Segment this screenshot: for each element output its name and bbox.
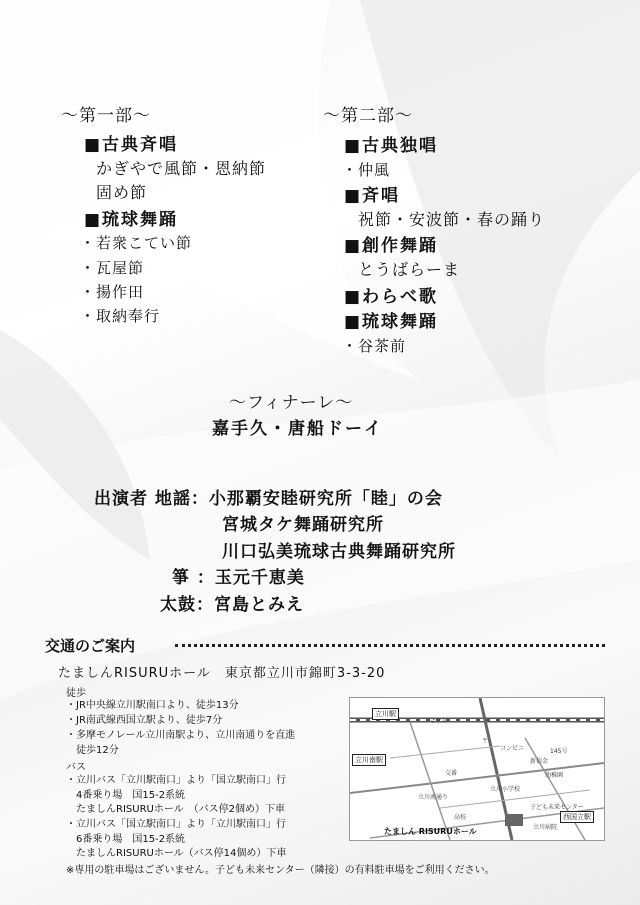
map-convenience: コンビニ <box>500 745 525 752</box>
map-post-office: 〒 <box>482 738 489 745</box>
access-map <box>349 697 605 841</box>
walk-line: ・JR中央線立川駅南口より、徒歩13分 <box>66 700 239 711</box>
map-venue-label: たましん RISURUホール <box>384 827 477 836</box>
bus-line: たましんRISURUホール （バス停2個め）下車 <box>66 804 285 815</box>
part2-line: ■斉唱 <box>344 186 401 206</box>
bus-line: ・立川バス「国立駅南口」より「立川駅南口」行 <box>66 819 286 830</box>
finale-body: 嘉手久・唐船ドーイ <box>212 419 383 439</box>
map-hotel: ホテル <box>430 718 448 725</box>
map-shinkin: 新信金 <box>530 758 549 765</box>
map-high-school: 高校 <box>454 814 467 821</box>
bus-line: 4番乗り場 国15-2系統 <box>66 790 186 801</box>
map-route-label: 145号 <box>550 748 568 755</box>
map-nishikunitachi-station: 西国立駅 <box>560 811 594 823</box>
access-title: 交通のご案内 <box>45 637 136 655</box>
part2-line: ■古典独唱 <box>344 136 439 156</box>
part2-line: ・谷茶前 <box>342 337 407 355</box>
map-police: 交番 <box>445 770 458 777</box>
map-kindergarten: 幼稚園 <box>545 772 564 779</box>
part2-line: ・仲風 <box>342 161 391 179</box>
part2-line: 祝節・安波節・春の踊り <box>358 210 546 229</box>
map-road-name: 立川南通り <box>418 794 449 801</box>
walk-line: ・JR南武線西国立駅より、徒歩7分 <box>66 715 223 726</box>
part1-classical-line: かぎやで風節・恩納節 <box>96 159 267 178</box>
part2-line: ■わらべ歌 <box>344 287 439 307</box>
part2-line: ■琉球舞踊 <box>344 312 439 332</box>
bus-line: たましんRISURUホール（バス停14個め）下車 <box>66 848 287 859</box>
performers-line: 宮城タケ舞踊研究所 <box>222 515 384 535</box>
performers-line: 川口弘美琉球古典舞踊研究所 <box>222 542 456 562</box>
part1-dance-item: ・若衆こてい節 <box>80 234 193 252</box>
map-tachikawa-minami-station: 立川南駅 <box>352 754 386 766</box>
map-hospital: 立川病院 <box>533 824 558 831</box>
bus-line: 6番乗り場 国15-2系統 <box>66 834 186 845</box>
bus-title: バス <box>66 762 86 773</box>
performers-line: 箏 ：玉元千恵美 <box>172 568 305 588</box>
walk-title: 徒歩 <box>66 688 86 699</box>
performers-line: 出演者 地謡：小那覇安睦研究所「睦」の会 <box>94 489 443 509</box>
map-children-center: 子ども未来センター <box>530 804 584 811</box>
part1-section-dance-title: ■琉球舞踊 <box>84 210 179 230</box>
dotted-divider <box>175 644 605 647</box>
part2-heading: 〜第二部〜 <box>323 106 413 126</box>
venue-address: たましんRISURUホール 東京都立川市錦町3-3-20 <box>58 666 386 681</box>
part1-dance-item: ・取納奉行 <box>80 307 161 325</box>
part2-line: とうばらーま <box>358 260 461 279</box>
part1-dance-item: ・瓦屋節 <box>80 259 145 277</box>
walk-line: 徒歩12分 <box>66 745 119 756</box>
performers-line: 太鼓：宮島とみえ <box>160 595 304 615</box>
map-school: 立川小学校 <box>490 786 521 793</box>
map-tachikawa-station: 立川駅 <box>372 708 399 720</box>
parking-note: ※専用の駐車場はございません。子ども未来センター（隣接）の有料駐車場をご利用ください。 <box>66 865 495 876</box>
bus-line: ・立川バス「立川駅南口」より「国立駅南口」行 <box>66 775 286 786</box>
part2-line: ■創作舞踊 <box>344 236 439 256</box>
finale-title: 〜フィナーレ〜 <box>229 393 354 413</box>
walk-line: ・多摩モノレール立川南駅より、立川南通りを直進 <box>66 730 296 741</box>
part1-dance-item: ・揚作田 <box>80 283 145 301</box>
part1-classical-line: 固め節 <box>96 183 148 202</box>
part1-heading: 〜第一部〜 <box>61 106 151 126</box>
part1-section-classical-title: ■古典斉唱 <box>84 135 179 155</box>
